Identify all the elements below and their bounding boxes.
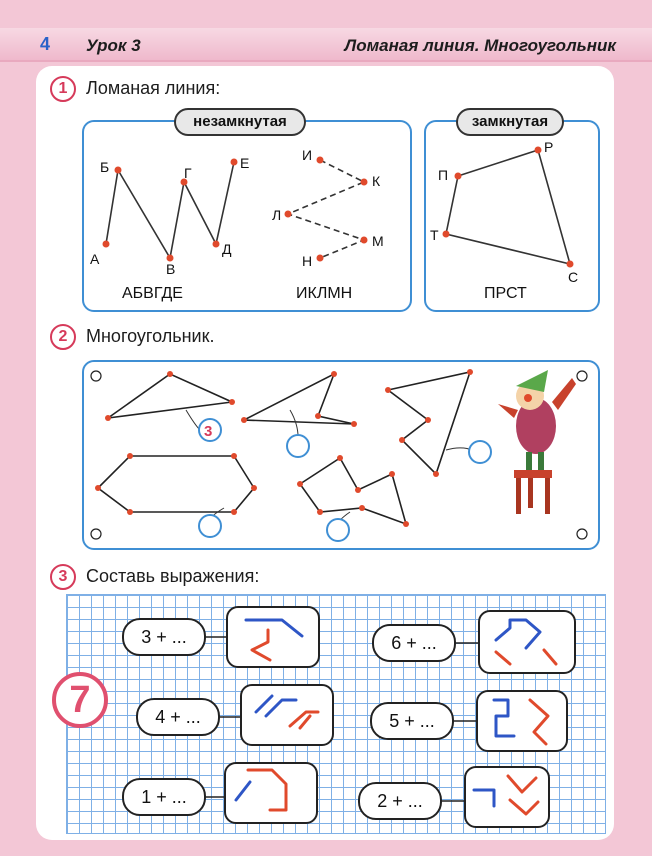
expression-left-1[interactable]: 3 + ...	[122, 618, 206, 656]
topic-title: Ломаная линия. Многоугольник	[344, 36, 616, 55]
label-v: В	[166, 261, 176, 277]
expression-right-3[interactable]: 2 + ...	[358, 782, 442, 820]
label-m: М	[372, 233, 384, 249]
label-l: Л	[272, 207, 282, 223]
step-shape-icon	[474, 776, 538, 814]
slash-pair-icon	[256, 696, 318, 728]
label-k: К	[372, 173, 381, 189]
label-r: Р	[544, 139, 554, 155]
expression-right-1[interactable]: 6 + ...	[372, 624, 456, 662]
task-1-title: Ломаная линия:	[86, 78, 221, 98]
task-3-number: 3	[50, 564, 76, 590]
label-s: С	[568, 269, 579, 285]
line3-name: ПРСТ	[484, 285, 527, 302]
label-n: Н	[302, 253, 313, 269]
label-t: Т	[430, 227, 439, 243]
bracket-shape-icon	[246, 620, 302, 660]
closed-label: замкнутая	[456, 108, 564, 136]
label-a: А	[90, 251, 100, 267]
label-i: И	[302, 147, 313, 163]
task-3-title: Составь выражения:	[86, 566, 260, 586]
page-number: 4	[40, 34, 51, 54]
check-shape-icon	[496, 620, 556, 664]
label-b: Б	[100, 159, 110, 175]
label-p: П	[438, 167, 449, 183]
task-2-title: Многоугольник.	[86, 326, 215, 346]
expression-left-2[interactable]: 4 + ...	[136, 698, 220, 736]
zigzag-icon	[494, 700, 548, 744]
label-d: Д	[222, 241, 232, 257]
expression-right-2[interactable]: 5 + ...	[370, 702, 454, 740]
line1-name: АБВГДЕ	[122, 285, 183, 302]
lesson-title: Урок 3	[86, 36, 141, 55]
expression-left-3[interactable]: 1 + ...	[122, 778, 206, 816]
task-2-number: 2	[50, 324, 76, 350]
arrow-bend-icon	[236, 770, 286, 810]
number-badge: 7	[52, 672, 108, 728]
line2-name: ИКЛМН	[296, 285, 353, 302]
answer-triangle: 3	[204, 423, 213, 440]
open-label: незамкнутая	[174, 108, 306, 136]
label-g: Г	[184, 165, 192, 181]
task-1-number: 1	[50, 76, 76, 102]
label-e: Е	[240, 155, 250, 171]
